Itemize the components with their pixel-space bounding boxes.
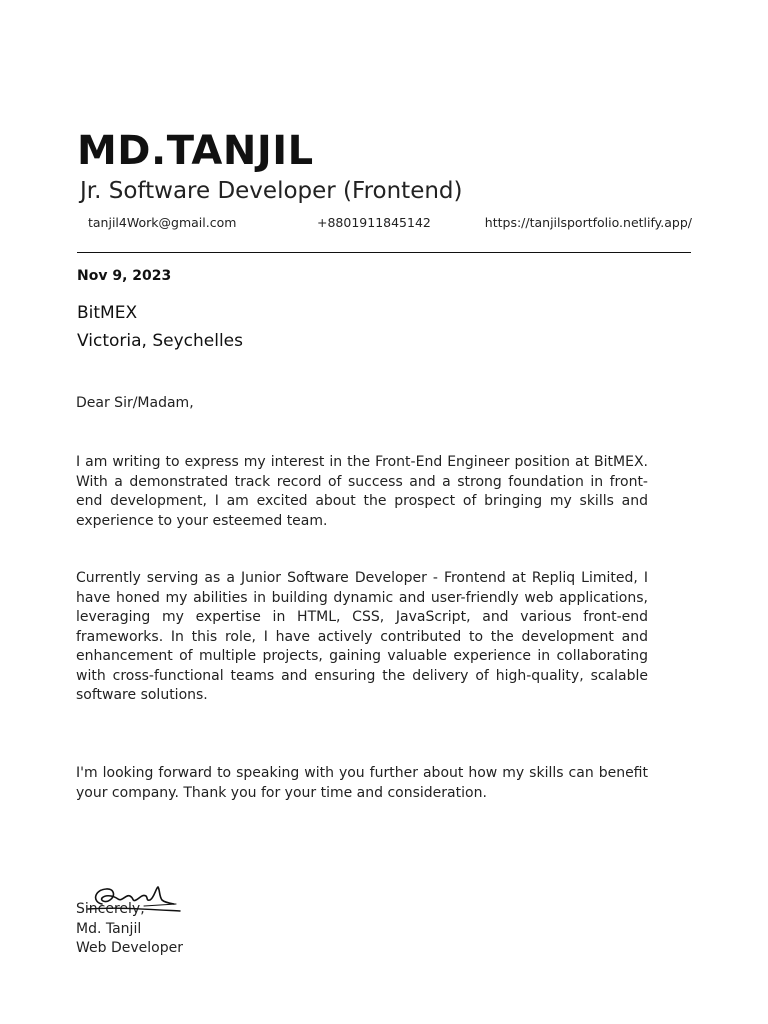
recipient-location: Victoria, Seychelles — [77, 331, 243, 351]
applicant-name: MD.TANJIL — [77, 128, 314, 174]
closing: Sincerely, — [76, 901, 145, 917]
body-paragraph-1: I am writing to express my interest in the Front-End Engineer position at BitMEX. With a demonstrated track record of success and a strong foundation in front-end development, I am excited about the prospect of bringing my skills and experience to your esteemed team. — [76, 454, 648, 529]
body-paragraph-3: I'm looking forward to speaking with you further about how my skills can benefit your company. Thank you for your time and consideration. — [76, 765, 648, 801]
signature-icon — [84, 882, 184, 918]
contact-phone[interactable]: +8801911845142 — [317, 215, 431, 230]
body-paragraph-2: Currently serving as a Junior Software Developer - Frontend at Repliq Limited, I have honed my abilities in building dynamic and user-friendly web applications, leveraging my expertise in HTML, CSS, JavaScript, and various front-end frameworks. In this role, I have actively contributed to the development and enhancement of multiple projects, gaining valuable experience in collaborating with cross-functional teams and ensuring the delivery of high-quality, scalable software solutions. — [76, 570, 648, 703]
contact-website[interactable]: https://tanjilsportfolio.netlify.app/ — [484, 215, 692, 230]
contact-info — [88, 215, 692, 233]
applicant-title: Jr. Software Developer (Frontend) — [80, 178, 463, 204]
signer-name: Md. Tanjil — [76, 920, 142, 937]
recipient-company: BitMEX — [77, 303, 138, 323]
letter-date: Nov 9, 2023 — [77, 268, 172, 284]
signer-title: Web Developer — [76, 940, 183, 956]
salutation: Dear Sir/Madam, — [76, 395, 194, 411]
contact-email[interactable]: tanjil4Work@gmail.com — [88, 215, 237, 230]
header-divider — [77, 252, 691, 253]
